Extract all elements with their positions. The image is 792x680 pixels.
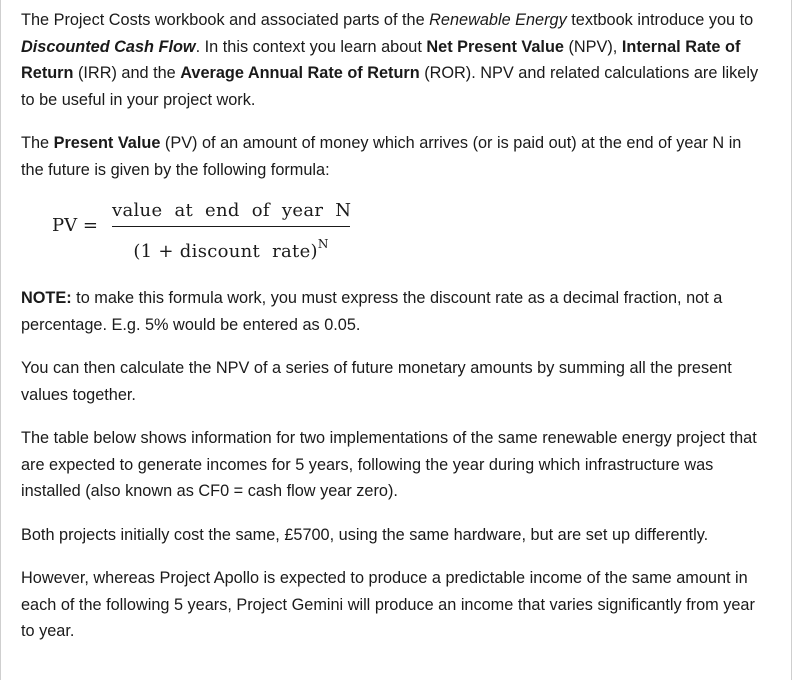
intro-text: (ROR). NPV and related calculations are likely to be useful in your project work.: [21, 64, 759, 109]
intro-paragraph: [21, 7, 766, 113]
formula-numerator: value at end of year N: [112, 200, 352, 221]
formula-denominator: [112, 233, 350, 265]
term-present-value: Present Value: [53, 134, 161, 152]
pv-text: (PV) of an amount of money which arrives (or is paid out) at the end of year N in the future is given by the following formula:: [21, 134, 742, 179]
intro-text: textbook introduce you to: [566, 11, 754, 29]
textbook-title: Renewable Energy: [429, 11, 567, 29]
intro-text: (IRR) and the: [73, 64, 181, 82]
table-intro-paragraph: The table below shows information for two implementations of the same renewable energy project that are expected to generate incomes for 5 years, following the year during which infrastructure was installed (also known as CF0 = cash flow year zero).: [21, 429, 757, 500]
present-value-paragraph: [21, 130, 766, 183]
formula-exponent: N: [317, 237, 329, 251]
project-cost-paragraph: Both projects initially cost the same, £5700, using the same hardware, but are set up differently.: [21, 525, 709, 544]
intro-text: . In this context you learn about: [195, 37, 427, 56]
pv-text: The: [21, 134, 54, 152]
note-text: to make this formula work, you must express the discount rate as a decimal fraction, not a percentage. E.g. 5% would be entered as 0.05.: [21, 289, 723, 334]
formula-lhs: PV =: [52, 215, 98, 236]
note-label: NOTE:: [21, 289, 72, 307]
npv-sum-paragraph: You can then calculate the NPV of a series of future monetary amounts by summing all the present values together.: [21, 359, 732, 404]
document-body: [21, 7, 766, 662]
project-comparison-paragraph: However, whereas Project Apollo is expected to produce a predictable income of the same amount in each of the following 5 years, Project Gemini will produce an income that varies significantly from year to year.: [21, 569, 755, 640]
term-discounted-cash-flow: Discounted Cash Flow: [21, 37, 196, 56]
pv-formula: [21, 197, 766, 263]
term-npv: Net Present Value: [426, 37, 564, 56]
term-ror: Average Annual Rate of Return: [180, 64, 420, 82]
term-irr: Internal Rate of Return: [21, 37, 741, 82]
formula-fraction: [112, 197, 350, 265]
note-paragraph: [21, 285, 766, 338]
intro-text: (NPV),: [563, 37, 622, 56]
fraction-bar: [112, 226, 350, 227]
intro-text: The Project Costs workbook and associated parts of the: [21, 11, 430, 29]
denominator-text: (1 + discount rate): [133, 241, 318, 262]
